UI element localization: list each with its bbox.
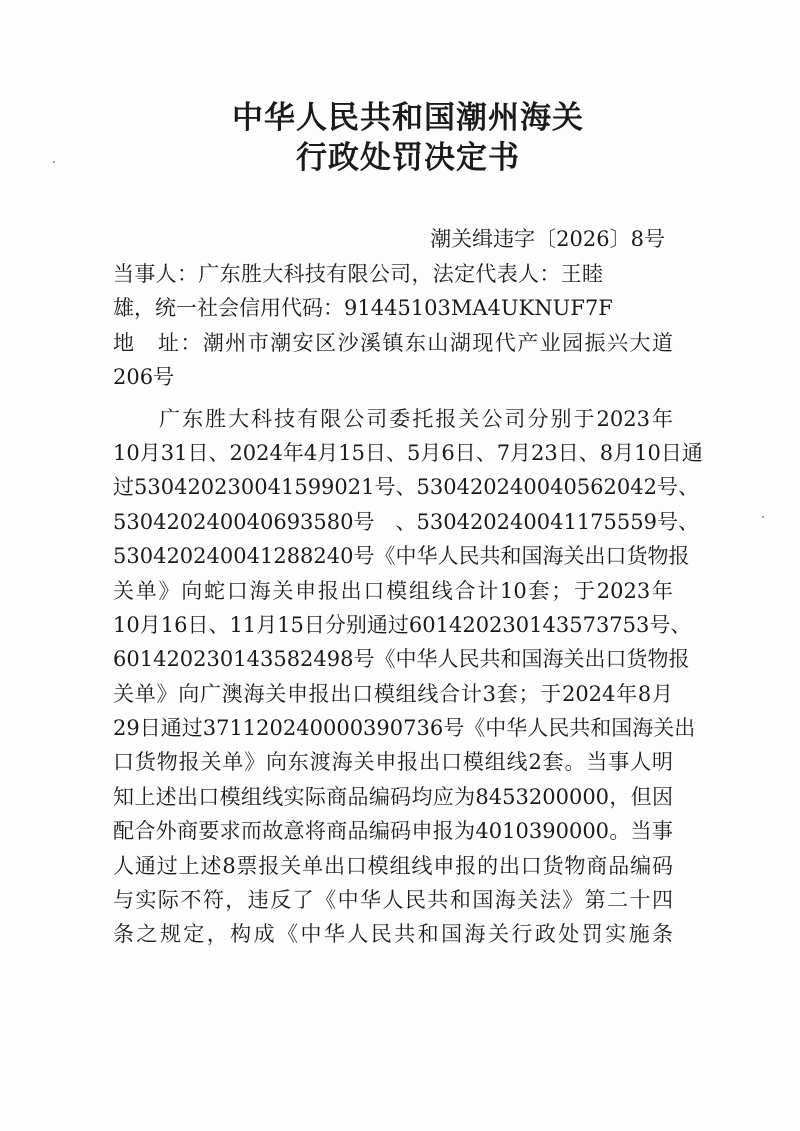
body-line: 知上述出口模组线实际商品编码均应为8453200000，但因	[113, 784, 673, 809]
party-line: 当事人：广东胜大科技有限公司，法定代表人：王睦	[113, 262, 603, 286]
body-line: 口货物报关单》向东渡海关申报出口模组线2套。当事人明	[113, 750, 673, 775]
body-line: 关单》向广澳海关申报出口模组线合计3套；于2024年8月	[113, 681, 673, 706]
document-number: 潮关缉违字〔2026〕8号	[430, 227, 665, 251]
party-line: 地 址：潮州市潮安区沙溪镇东山湖现代产业园振兴大道	[113, 330, 673, 355]
document-content	[113, 257, 703, 952]
party-info	[113, 257, 673, 395]
body-line: 530420240040693580号 、530420240041175559号、	[113, 509, 699, 534]
body-line: 关单》向蛇口海关申报出口模组线合计10套；于2023年	[113, 578, 673, 603]
body-line: 29日通过371120240000390736号《中华人民共和国海关出	[113, 716, 696, 741]
party-line: 雄，统一社会信用代码：91445103MA4UKNUF7F	[113, 296, 613, 321]
body-line: 530420240041288240号《中华人民共和国海关出口货物报	[113, 544, 690, 569]
body-line: 人通过上述8票报关单出口模组线申报的出口货物商品编码	[113, 853, 673, 878]
document-title	[0, 98, 800, 178]
body-line: 与实际不符，违反了《中华人民共和国海关法》第二十四	[113, 888, 673, 913]
body-line: 条之规定，构成《中华人民共和国海关行政处罚实施条	[113, 922, 673, 947]
scan-speck	[762, 516, 764, 518]
body-line: 10月16日、11月15日分别通过601420230143573753号、	[113, 612, 692, 637]
title-line-2: 行政处罚决定书	[296, 140, 520, 176]
party-line: 206号	[113, 365, 175, 390]
title-line-1: 中华人民共和国潮州海关	[232, 100, 584, 136]
body-paragraph	[113, 402, 703, 952]
body-line: 601420230143582498号《中华人民共和国海关出口货物报	[113, 647, 690, 672]
body-line: 10月31日、2024年4月15日、5月6日、7月23日、8月10日通	[113, 440, 703, 465]
body-line: 过530420230041599021号、530420240040562042号、	[113, 475, 699, 500]
body-line: 配合外商要求而故意将商品编码申报为4010390000。当事	[113, 819, 673, 844]
body-line: 广东胜大科技有限公司委托报关公司分别于2023年	[113, 406, 673, 431]
